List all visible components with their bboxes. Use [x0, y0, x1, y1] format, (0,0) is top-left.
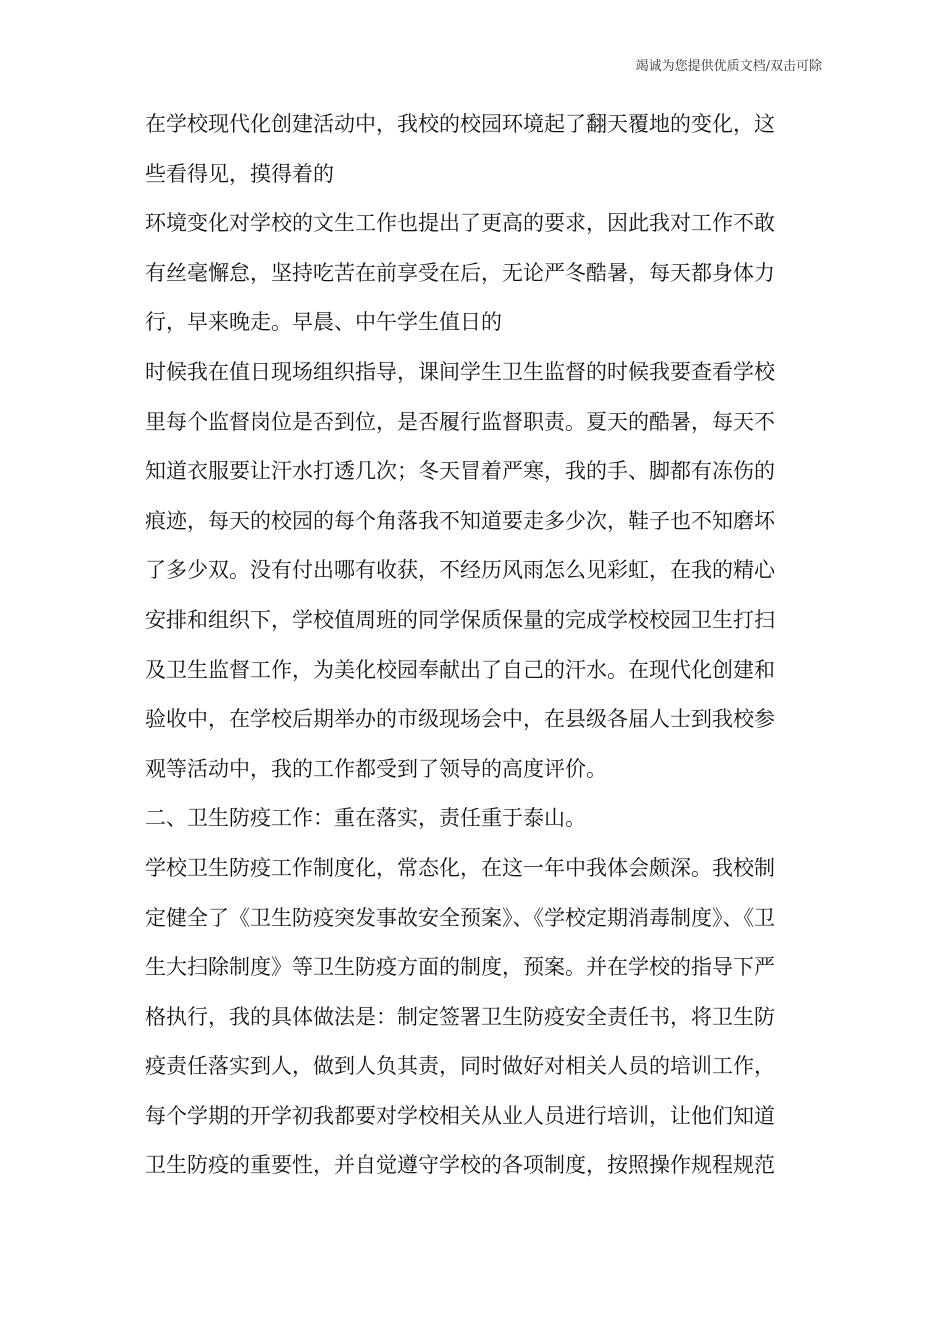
document-body [145, 100, 825, 1191]
text-line: 定健全了《卫生防疫突发事故安全预案》、《学校定期消毒制度》、《卫 [145, 905, 775, 930]
text-line: 观等活动中，我的工作都受到了领导的高度评价。 [145, 756, 607, 781]
text-line: 格执行，我的具体做法是：制定签署卫生防疫安全责任书，将卫生防 [145, 1004, 775, 1029]
text-line: 有丝毫懈怠，坚持吃苦在前享受在后，无论严冬酷暑，每天都身体力 [145, 260, 775, 285]
header-note: 竭诚为您提供优质文档/双击可除 [635, 59, 822, 74]
text-line: 及卫生监督工作，为美化校园奉献出了自己的汗水。在现代化创建和 [145, 657, 775, 682]
text-line: 卫生防疫的重要性，并自觉遵守学校的各项制度，按照操作规程规范 [145, 1153, 775, 1178]
text-line: 时候我在值日现场组织指导，课间学生卫生监督的时候我要查看学校 [145, 359, 775, 384]
text-line: 疫责任落实到人，做到人负其责，同时做好对相关人员的培训工作， [145, 1054, 775, 1079]
text-line: 生大扫除制度》等卫生防疫方面的制度，预案。并在学校的指导下严 [145, 955, 775, 980]
text-line: 里每个监督岗位是否到位，是否履行监督职责。夏天的酷暑，每天不 [145, 409, 775, 434]
text-line: 些看得见，摸得着的 [145, 161, 334, 186]
text-line: 每个学期的开学初我都要对学校相关从业人员进行培训，让他们知道 [145, 1103, 775, 1128]
text-line: 验收中，在学校后期举办的市级现场会中，在县级各届人士到我校参 [145, 707, 775, 732]
text-line: 在学校现代化创建活动中，我校的校园环境起了翻天覆地的变化，这 [145, 112, 775, 136]
text-line: 痕迹，每天的校园的每个角落我不知道要走多少次，鞋子也不知磨坏 [145, 508, 775, 533]
text-line: 学校卫生防疫工作制度化，常态化，在这一年中我体会颇深。我校制 [145, 855, 775, 880]
section-heading: 二、卫生防疫工作：重在落实，责任重于泰山。 [145, 806, 586, 831]
text-line: 行，早来晚走。早晨、中午学生值日的 [145, 310, 502, 335]
text-line: 环境变化对学校的文生工作也提出了更高的要求，因此我对工作不敢 [145, 211, 775, 236]
text-line: 知道衣服要让汗水打透几次；冬天冒着严寒，我的手、脚都有冻伤的 [145, 459, 775, 484]
text-line: 安排和组织下，学校值周班的同学保质保量的完成学校校园卫生打扫 [145, 607, 775, 632]
text-line: 了多少双。没有付出哪有收获，不经历风雨怎么见彩虹，在我的精心 [145, 558, 775, 583]
